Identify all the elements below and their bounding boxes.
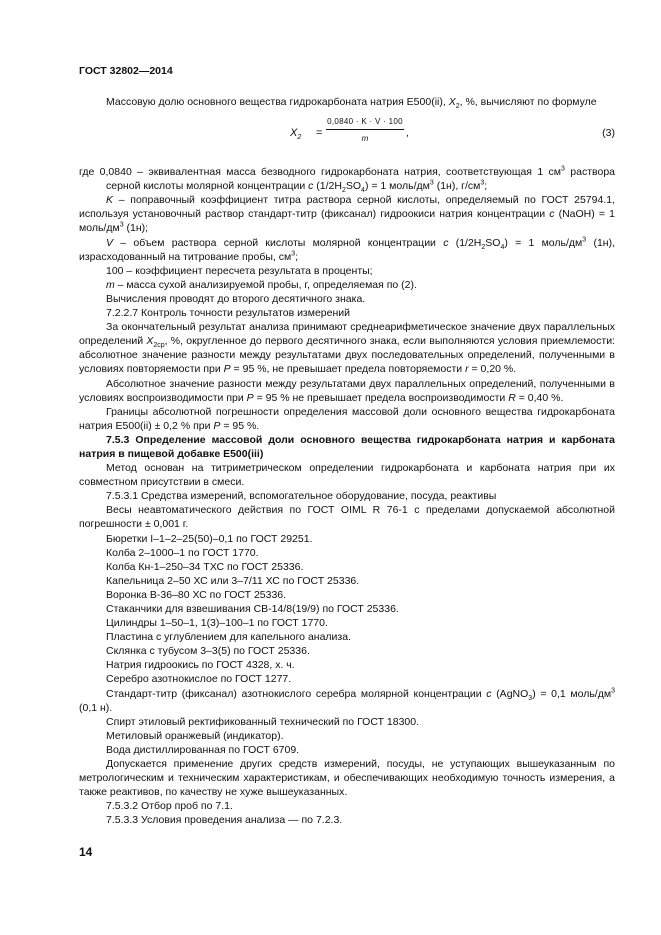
- equipment-item: Бюретки I–1–2–25(50)–0,1 по ГОСТ 29251.: [106, 532, 313, 545]
- text: ) = 1 моль/дм: [364, 180, 430, 193]
- equipment-item: Стаканчики для взвешивания СВ-14/8(19/9) по ГОСТ 25336.: [106, 603, 399, 615]
- equipment-item: Спирт этиловый ректификованный технический по ГОСТ 18300.: [106, 715, 420, 728]
- text: ;: [484, 180, 488, 193]
- variable: X: [146, 335, 154, 348]
- text: SO: [485, 236, 501, 249]
- text: (1н);: [123, 222, 149, 235]
- text: ) = 1 моль/дм: [504, 236, 583, 249]
- text: ) = 0,1 моль/дм: [532, 687, 612, 700]
- equipment-item: Колба 2–1000–1 по ГОСТ 1770.: [106, 546, 259, 559]
- equipment-item: Воронка В-36–80 ХС по ГОСТ 25336.: [106, 588, 287, 601]
- variable: K: [106, 194, 114, 207]
- text: (1/2H: [313, 180, 342, 193]
- superscript: 3: [561, 165, 565, 173]
- standard-titr-item: [79, 687, 615, 715]
- section-7-5-3-2: 7.5.3.2 Отбор проб по 7.1.: [106, 800, 233, 813]
- abs-difference-paragraph: [79, 377, 615, 405]
- text: = 95 %, не превышает предела повторяемости: [230, 363, 466, 376]
- variable: c: [486, 687, 492, 700]
- variable: r: [465, 363, 469, 376]
- intro-paragraph: [79, 95, 615, 109]
- text: Стандарт-титр (фиксанал) азотнокислого серебра молярной концентрации: [106, 687, 487, 700]
- section-7-5-3-1: 7.5.3.1 Средства измерений, вспомогательное оборудование, посуда, реактивы: [106, 490, 497, 503]
- text: (0,1 н).: [79, 701, 113, 714]
- where-100: 100 – коэффициент пересчета результата в проценты;: [106, 264, 373, 277]
- text: (AgNO: [491, 687, 529, 700]
- text: = 95 %.: [220, 419, 260, 432]
- allowance-paragraph: Допускается применение других средств измерений, посуды, не уступающих вышеуказанным по метрологическим и техническим характеристикам, и обеспечивающих необходимую точность измерения, а также реактивов, по качеству не хуже вышеуказанных.: [79, 758, 615, 799]
- subscript: 2: [341, 187, 346, 195]
- where-line-1: [79, 165, 615, 193]
- text: (1н), г/см: [433, 180, 481, 193]
- variable: P: [213, 419, 221, 432]
- equipment-item: Пластина с углублением для капельного анализа.: [106, 631, 351, 644]
- text: , %, вычисляют по формуле: [459, 96, 597, 108]
- text: = 0,40 %.: [515, 391, 564, 404]
- subscript: 4: [361, 187, 365, 195]
- where-m: [79, 278, 615, 292]
- superscript: 3: [582, 236, 587, 244]
- equals-sign: =: [316, 127, 323, 140]
- document-body: [79, 95, 615, 828]
- formula-fraction: [326, 116, 404, 144]
- text: (NaOH) = 1 моль/дм: [79, 208, 615, 235]
- equipment-item: Натрия гидроокись по ГОСТ 4328, х. ч.: [106, 659, 295, 672]
- text: раствора серной кислоты молярной концентрации: [106, 166, 615, 193]
- formula-comma: ,: [406, 127, 409, 140]
- text: Абсолютное значение разности между результатами двух параллельных определений, полученными в условиях воспроизводимости при: [79, 377, 615, 404]
- text: , %, округленное до первого десятичного знака, если выполняются условия приемлемости: абсолютное значение разности между результатами двух последовательных определений, полученными в условиях повторяемости при: [79, 335, 615, 376]
- where-k: [79, 193, 615, 235]
- variable: P: [246, 391, 254, 404]
- equipment-item: Вода дистиллированная по ГОСТ 6709.: [106, 743, 300, 756]
- text: (1н), израсходованный на титрование пробы, см: [79, 236, 615, 263]
- equipment-item: Серебро азотнокислое по ГОСТ 1277.: [106, 673, 292, 686]
- formula-lhs: [290, 126, 301, 140]
- text: SO: [345, 180, 362, 193]
- superscript: 3: [611, 687, 615, 695]
- formula-variable: X: [290, 127, 298, 140]
- variable: m: [106, 278, 115, 291]
- section-7-5-3-heading: 7.5.3 Определение массовой доли основного вещества гидрокарбоната натрия и карбоната натрия в пищевой добавке Е500(iii): [79, 433, 615, 460]
- formula-numerator: 0,0840 · K · V · 100: [326, 116, 404, 130]
- bounds-paragraph: [79, 405, 615, 433]
- section-7-5-3-3: 7.5.3.3 Условия проведения анализа — по 7.2.3.: [106, 814, 343, 827]
- text: – масса сухой анализируемой пробы, г, определяемая по (2).: [114, 278, 417, 291]
- page-number: 14: [79, 845, 93, 859]
- superscript: 3: [480, 179, 485, 187]
- superscript: 3: [429, 179, 434, 187]
- subscript: 2: [297, 134, 302, 142]
- where-v: [79, 236, 615, 264]
- text: (1/2H: [448, 236, 482, 249]
- subscript: 4: [500, 243, 505, 251]
- equipment-item: Капельница 2–50 ХС или 3–7/11 ХС по ГОСТ 25336.: [106, 574, 360, 587]
- equipment-item: Колба Кн-1–250–34 ТХС по ГОСТ 25336.: [106, 560, 304, 573]
- text: Границы абсолютной погрешности определения массовой доли основного вещества гидрокарбоната натрия Е500(ii) ± 0,2 % при: [79, 405, 615, 432]
- superscript: 3: [291, 250, 296, 258]
- method-paragraph: Метод основан на титриметрическом определении гидрокарбоната и карбоната натрия при их совместном присутствии в смеси.: [79, 462, 615, 489]
- subscript: 2ср: [153, 342, 165, 350]
- subscript: 3: [528, 694, 533, 702]
- text: где 0,0840 – эквивалентная масса безводного гидрокарбоната натрия, соответствующая 1 см: [79, 166, 562, 179]
- text: За окончательный результат анализа принимают среднеарифметическое значение двух параллельных определений: [79, 321, 615, 348]
- equipment-item: Метиловый оранжевый (индикатор).: [106, 729, 284, 742]
- subscript: 2: [481, 243, 486, 251]
- variable: P: [223, 363, 231, 376]
- equipment-item: Цилиндры 1–50–1, 1(3)–100–1 по ГОСТ 1770.: [106, 617, 328, 630]
- variable: c: [443, 236, 449, 249]
- variable: c: [549, 208, 555, 221]
- variable: X: [448, 96, 456, 108]
- text: ;: [295, 250, 299, 263]
- text: – объем раствора серной кислоты молярной концентрации: [113, 236, 444, 249]
- calc-paragraph: Вычисления проводят до второго десятичного знака.: [106, 292, 366, 305]
- subscript: 2: [455, 103, 460, 111]
- formula-3: [79, 116, 615, 160]
- text: – поправочный коэффициент титра раствора серной кислоты, определяемый по ГОСТ 25794.1, используя установочный раствор стандарт-титр (фиксанал) гидроокиси натрия концентрации: [79, 194, 615, 221]
- standard-code-header: ГОСТ 32802—2014: [79, 65, 173, 77]
- scales-paragraph: Весы неавтоматического действия по ГОСТ OIML R 76-1 с пределами допускаемой абсолютной погрешности ± 0,001 г.: [79, 504, 615, 531]
- equipment-item: Склянка с тубусом 3–3(5) по ГОСТ 25336.: [106, 645, 310, 658]
- formula-denominator: m: [361, 134, 369, 144]
- variable: V: [106, 236, 114, 249]
- formula-number: (3): [602, 127, 615, 140]
- variable: R: [508, 391, 516, 404]
- text: = 95 % не превышает предела воспроизводимости: [253, 391, 509, 404]
- variable: c: [308, 180, 314, 193]
- superscript: 3: [119, 221, 124, 229]
- text: Массовую долю основного вещества гидрокарбоната натрия Е500(ii),: [106, 96, 449, 108]
- text: = 0,20 %.: [468, 363, 517, 376]
- final-result-paragraph: [79, 320, 615, 376]
- section-7-2-2-7: 7.2.2.7 Контроль точности результатов измерений: [106, 307, 351, 320]
